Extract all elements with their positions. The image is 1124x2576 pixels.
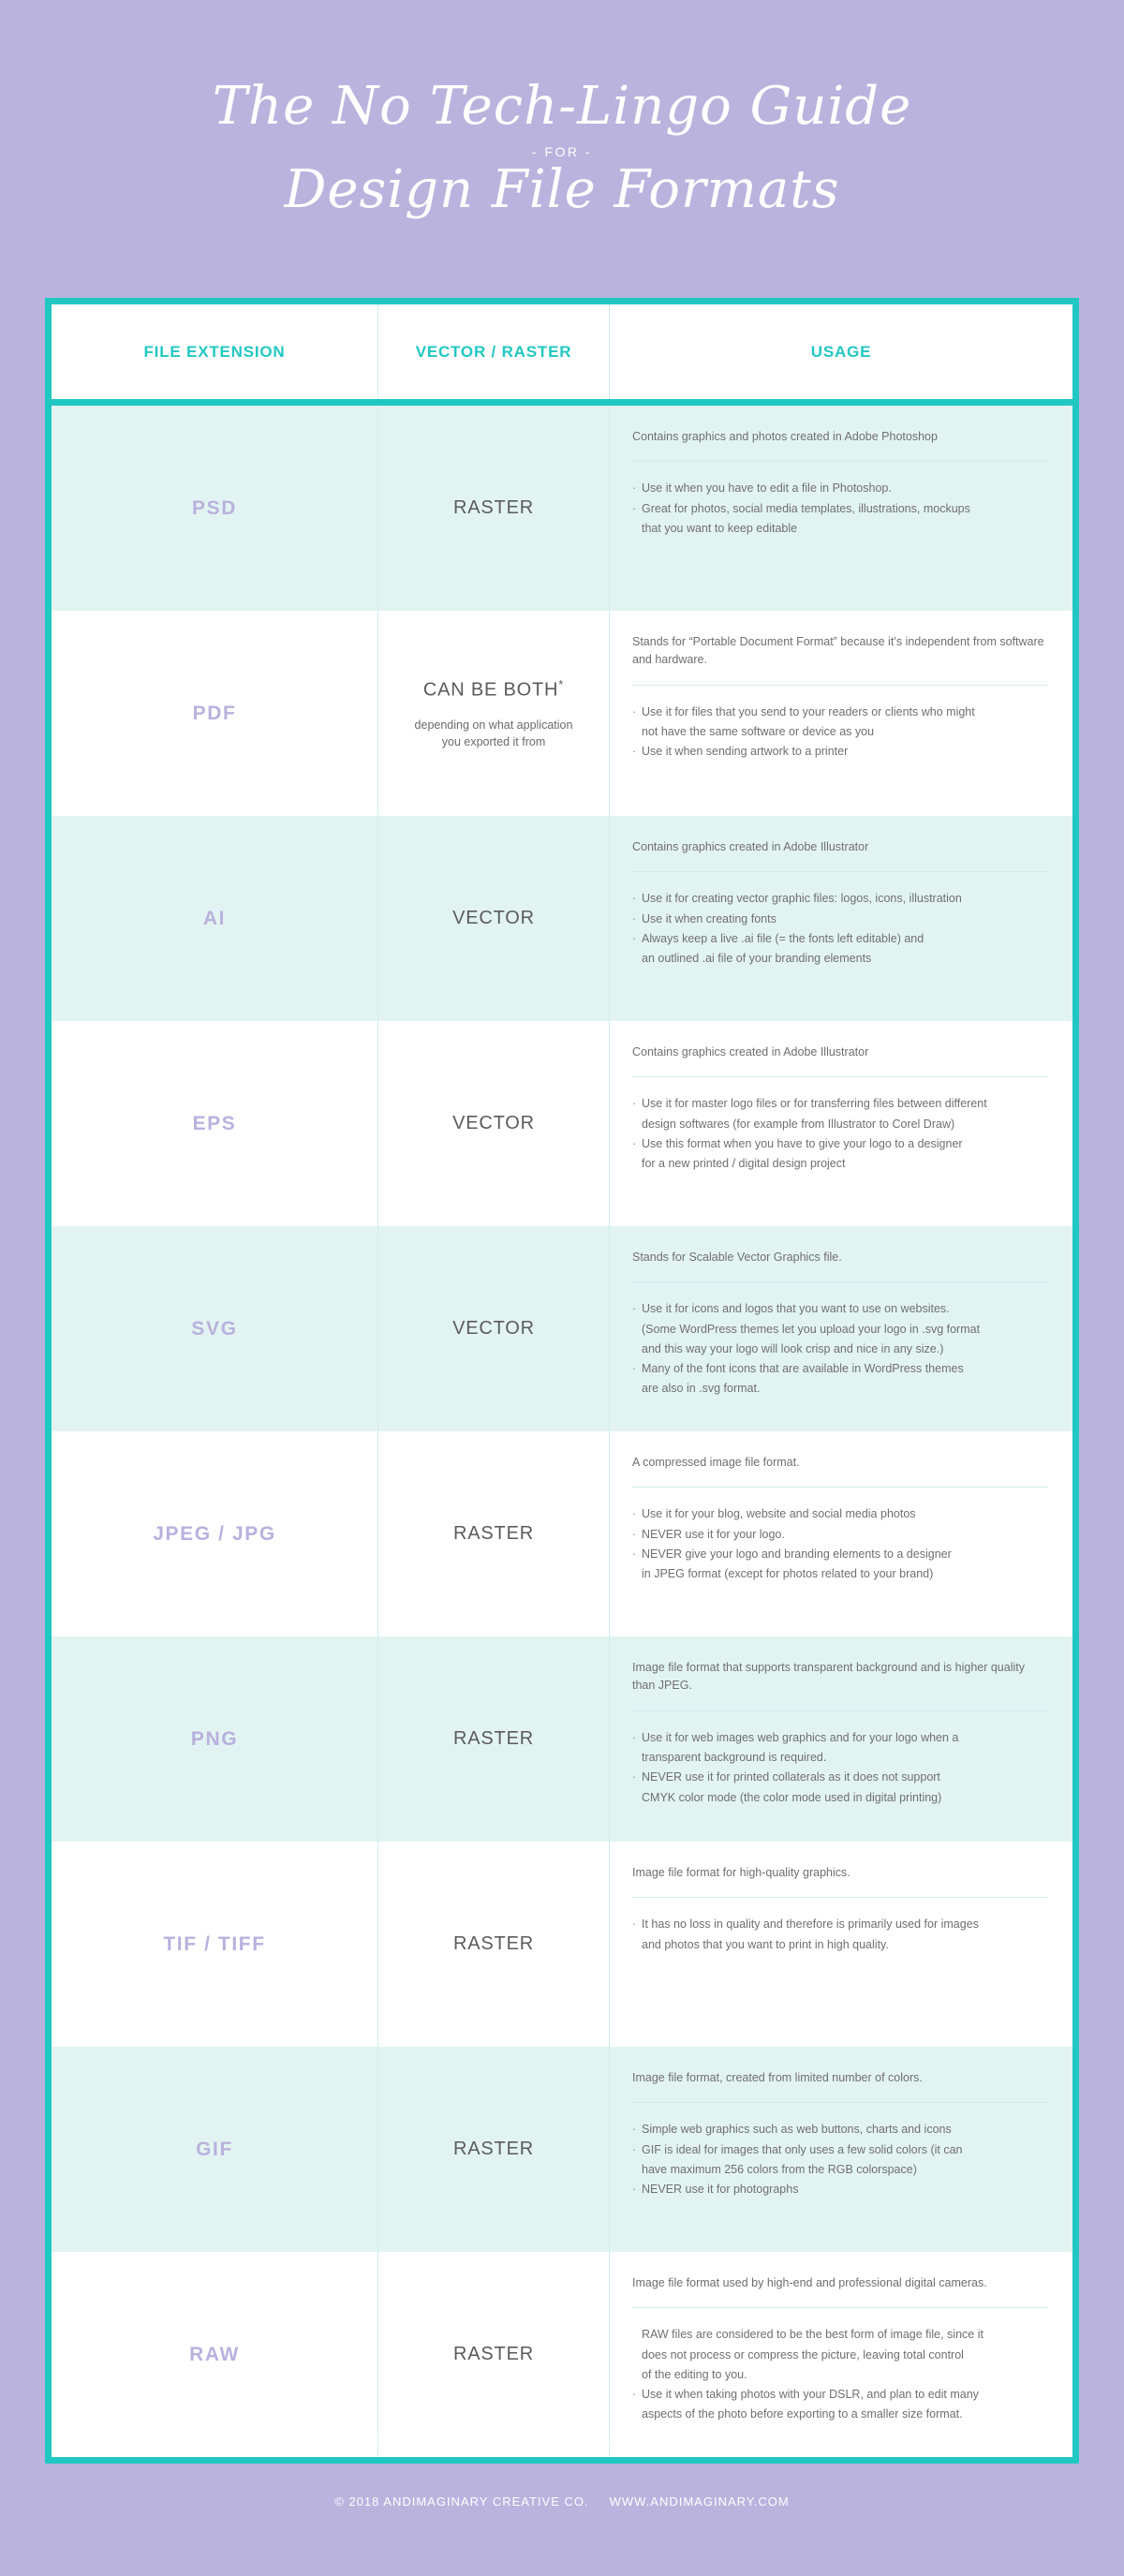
bullet-text: Use it for files that you send to your readers or clients who might xyxy=(642,704,975,718)
bullet-marker: · xyxy=(632,2183,637,2197)
vector-raster-text: RASTER xyxy=(453,1728,534,1749)
bullet-text: are also in .svg format. xyxy=(642,1382,761,1396)
usage-bullet-item xyxy=(632,1299,1048,1318)
usage-divider xyxy=(632,1710,1048,1711)
cell-file-extension xyxy=(52,2047,377,2252)
usage-bullet-item xyxy=(632,2160,1048,2179)
bullet-text: Use it when creating fonts xyxy=(642,911,776,925)
usage-bullet-item xyxy=(632,1154,1048,1173)
cell-file-extension xyxy=(52,611,377,816)
bullet-text: Use it when sending artwork to a printer xyxy=(642,745,849,759)
table-header-row xyxy=(52,304,1072,406)
usage-bullet-item xyxy=(632,519,1048,538)
vector-raster-text: VECTOR xyxy=(452,1318,535,1339)
bullet-marker: · xyxy=(632,1527,637,1541)
bullet-marker: · xyxy=(632,1770,637,1784)
usage-bullet-item xyxy=(632,1115,1048,1133)
vector-raster-note: depending on what application you exported it from xyxy=(414,718,573,748)
cell-usage xyxy=(610,1431,1072,1636)
usage-bullet-item xyxy=(632,722,1048,741)
bullet-text: It has no loss in quality and therefore is primarily used for images xyxy=(642,1917,979,1932)
usage-bullet-item xyxy=(632,1768,1048,1786)
usage-bullet-item xyxy=(632,910,1048,928)
usage-bullet-item xyxy=(632,1915,1048,1933)
usage-divider xyxy=(632,2307,1048,2308)
cell-file-extension xyxy=(52,1021,377,1226)
bullet-text: for a new printed / digital design project xyxy=(642,1157,846,1171)
bullet-text: of the editing to you. xyxy=(642,2367,747,2381)
usage-bullet-list xyxy=(632,2120,1048,2199)
bullet-marker: · xyxy=(632,2142,637,2156)
vector-raster-value xyxy=(452,906,535,931)
table-row xyxy=(52,1226,1072,1431)
usage-bullet-item xyxy=(632,2140,1048,2159)
usage-bullet-list xyxy=(632,1094,1048,1174)
bullet-text: NEVER give your logo and branding elements to a designer xyxy=(642,1547,952,1561)
vector-raster-value xyxy=(452,1111,535,1136)
vector-raster-value xyxy=(453,1726,534,1752)
usage-bullet-item xyxy=(632,929,1048,948)
bullet-text: Great for photos, social media templates, illustrations, mockups xyxy=(642,501,970,515)
bullet-text: Use it when taking photos with your DSLR, and plan to edit many xyxy=(642,2388,979,2402)
bullet-text: Use it for master logo files or for transferring files between different xyxy=(642,1097,987,1111)
page-title-secondary: Design File Formats xyxy=(284,159,840,220)
left-margin-band xyxy=(0,298,45,2370)
usage-divider xyxy=(632,1487,1048,1488)
bullet-text: (Some WordPress themes let you upload your logo in .svg format xyxy=(642,1322,981,1336)
vector-raster-text: CAN BE BOTH xyxy=(422,679,559,701)
bullet-text: Use it for your blog, website and social media photos xyxy=(642,1507,916,1521)
cell-usage xyxy=(610,2047,1072,2252)
vector-raster-value xyxy=(452,1316,535,1341)
page-title-connector: - FOR - xyxy=(531,144,593,159)
footnote-text: A PDF is generally a vector file. However, depending how a PDF is originally created, it can be either a vector or a raster file. xyxy=(211,2435,917,2450)
usage-bullet-item xyxy=(632,949,1048,968)
vector-raster-value xyxy=(423,676,564,703)
bullet-marker: · xyxy=(632,2388,637,2402)
cell-vector-raster xyxy=(377,1021,610,1226)
usage-bullet-item xyxy=(632,2180,1048,2198)
bullet-text: Use it for web images web graphics and for your logo when a xyxy=(642,1730,959,1744)
usage-bullet-item xyxy=(632,1748,1048,1767)
cell-usage xyxy=(610,1021,1072,1226)
column-header-file-extension: FILE EXTENSION xyxy=(143,342,286,361)
usage-bullet-item xyxy=(632,1379,1048,1398)
vector-raster-asterisk: * xyxy=(558,677,565,692)
usage-description: Image file format, created from limited number of colors. xyxy=(632,2071,923,2084)
usage-bullet-item xyxy=(632,479,1048,497)
file-extension-label: RAW xyxy=(189,2343,240,2365)
bullet-marker: · xyxy=(632,1302,637,1316)
file-extension-label: PDF xyxy=(192,702,237,724)
bullet-marker: · xyxy=(632,704,637,718)
cell-usage xyxy=(610,816,1072,1021)
bullet-text: not have the same software or device as you xyxy=(642,725,875,738)
bullet-marker: · xyxy=(632,1917,637,1932)
bullet-text: Use it when you have to edit a file in Photoshop. xyxy=(642,481,892,496)
file-extension-label: TIF / TIFF xyxy=(163,1932,266,1955)
table-body xyxy=(52,406,1072,2457)
usage-bullet-item xyxy=(632,2325,1048,2344)
bullet-text: transparent background is required. xyxy=(642,1751,827,1764)
usage-bullet-item xyxy=(632,2405,1048,2423)
usage-bullet-item xyxy=(632,1935,1048,1954)
usage-description: Image file format used by high-end and professional digital cameras. xyxy=(632,2276,987,2289)
bullet-marker: · xyxy=(632,1097,637,1111)
cell-usage xyxy=(610,1842,1072,2047)
bullet-marker: · xyxy=(632,931,637,945)
bullet-text: RAW files are considered to be the best form of image file, since it xyxy=(642,2328,984,2342)
cell-usage xyxy=(610,611,1072,816)
bullet-text: does not process or compress the picture, leaving total control xyxy=(642,2347,964,2361)
bullet-marker: · xyxy=(632,911,637,925)
cell-vector-raster xyxy=(377,1226,610,1431)
usage-bullet-list xyxy=(632,1728,1048,1808)
cell-usage xyxy=(610,1636,1072,1842)
usage-bullet-item xyxy=(632,742,1048,761)
table-row xyxy=(52,406,1072,611)
table-row xyxy=(52,1431,1072,1636)
bullet-text: NEVER use it for printed collaterals as it does not support xyxy=(642,1770,940,1784)
usage-bullet-item xyxy=(632,1094,1048,1113)
usage-divider xyxy=(632,685,1048,686)
usage-description: Image file format that supports transparent background and is higher quality than JPEG. xyxy=(632,1661,1025,1693)
cell-usage xyxy=(610,2252,1072,2457)
usage-bullet-item xyxy=(632,499,1048,518)
bullet-marker: · xyxy=(632,1136,637,1150)
cell-vector-raster xyxy=(377,406,610,611)
bullet-marker: · xyxy=(632,501,637,515)
bullet-marker: · xyxy=(632,1547,637,1561)
usage-bullet-item xyxy=(632,1340,1048,1358)
page-title-primary: The No Tech-Lingo Guide xyxy=(212,76,912,138)
bullet-text: and this way your logo will look crisp and nice in any size.) xyxy=(642,1341,944,1355)
bullet-text: Use it for icons and logos that you want to use on websites. xyxy=(642,1302,950,1316)
vector-raster-text: VECTOR xyxy=(452,1113,535,1133)
cell-usage xyxy=(610,406,1072,611)
usage-bullet-item xyxy=(632,1545,1048,1563)
bullet-marker: · xyxy=(632,892,637,906)
bullet-text: that you want to keep editable xyxy=(642,521,798,535)
usage-divider xyxy=(632,2102,1048,2103)
cell-file-extension xyxy=(52,1226,377,1431)
usage-divider xyxy=(632,1281,1048,1282)
usage-bullet-item xyxy=(632,889,1048,908)
usage-bullet-list xyxy=(632,703,1048,762)
file-extension-label: GIF xyxy=(196,2138,233,2160)
bullet-text: Use this format when you have to give your logo to a designer xyxy=(642,1136,963,1150)
usage-bullet-list xyxy=(632,2325,1048,2424)
cell-file-extension xyxy=(52,406,377,611)
bullet-marker: · xyxy=(632,745,637,759)
table-row xyxy=(52,1021,1072,1226)
page-footer xyxy=(0,2432,1124,2509)
bullet-text: in JPEG format (except for photos related to your brand) xyxy=(642,1567,934,1581)
usage-bullet-list xyxy=(632,1915,1048,1955)
table-row xyxy=(52,1842,1072,2047)
vector-raster-text: RASTER xyxy=(453,1523,534,1544)
cell-file-extension xyxy=(52,1636,377,1842)
cell-vector-raster xyxy=(377,2047,610,2252)
usage-description: Contains graphics created in Adobe Illustrator xyxy=(632,1045,869,1059)
usage-bullet-item xyxy=(632,2365,1048,2384)
usage-divider xyxy=(632,461,1048,462)
table-row xyxy=(52,2252,1072,2457)
usage-bullet-list xyxy=(632,1299,1048,1399)
cell-vector-raster xyxy=(377,1431,610,1636)
usage-bullet-item xyxy=(632,703,1048,721)
usage-description: Stands for “Portable Document Format” because it’s independent from software and hardware. xyxy=(632,635,1044,667)
vector-raster-text: VECTOR xyxy=(452,908,535,928)
usage-bullet-item xyxy=(632,1525,1048,1544)
bullet-text: an outlined .ai file of your branding elements xyxy=(642,952,872,966)
website-link[interactable]: WWW.ANDIMAGINARY.COM xyxy=(609,2494,790,2509)
cell-file-extension xyxy=(52,1431,377,1636)
cell-file-extension xyxy=(52,2252,377,2457)
right-margin-band xyxy=(1079,298,1124,2370)
bullet-text: NEVER use it for photographs xyxy=(642,2183,799,2197)
bullet-marker: · xyxy=(632,1362,637,1376)
vector-raster-text: RASTER xyxy=(453,2139,534,2159)
column-header-usage: USAGE xyxy=(810,342,872,361)
bullet-text: design softwares (for example from Illustrator to Corel Draw) xyxy=(642,1117,955,1131)
usage-divider xyxy=(632,1076,1048,1077)
usage-bullet-item xyxy=(632,1320,1048,1339)
usage-bullet-list xyxy=(632,479,1048,539)
vector-raster-value xyxy=(453,2342,534,2367)
vector-raster-text: RASTER xyxy=(453,497,534,518)
vector-raster-value xyxy=(453,1521,534,1547)
usage-bullet-item xyxy=(632,1134,1048,1153)
vector-raster-value xyxy=(453,496,534,521)
cell-vector-raster xyxy=(377,2252,610,2457)
usage-bullet-item xyxy=(632,2385,1048,2404)
file-extension-label: PNG xyxy=(190,1727,239,1750)
file-formats-table xyxy=(45,298,1079,2464)
usage-bullet-item xyxy=(632,1788,1048,1807)
copyright-text: © 2018 ANDIMAGINARY CREATIVE CO. xyxy=(334,2494,589,2509)
cell-file-extension xyxy=(52,1842,377,2047)
cell-vector-raster xyxy=(377,1636,610,1842)
usage-description: Contains graphics created in Adobe Illustrator xyxy=(632,840,869,853)
usage-bullet-item xyxy=(632,1564,1048,1583)
file-extension-label: SVG xyxy=(191,1317,238,1340)
table-row xyxy=(52,611,1072,816)
bullet-text: GIF is ideal for images that only uses a few solid colors (it can xyxy=(642,2142,963,2156)
usage-bullet-item xyxy=(632,2120,1048,2139)
cell-usage xyxy=(610,1226,1072,1431)
usage-bullet-item xyxy=(632,2346,1048,2364)
file-extension-label: AI xyxy=(202,907,227,929)
usage-description: A compressed image file format. xyxy=(632,1456,800,1469)
usage-description: Contains graphics and photos created in Adobe Photoshop xyxy=(632,430,938,443)
file-extension-label: EPS xyxy=(192,1112,237,1134)
cell-vector-raster xyxy=(377,816,610,1021)
usage-divider xyxy=(632,871,1048,872)
bullet-text: Simple web graphics such as web buttons, charts and icons xyxy=(642,2123,952,2137)
vector-raster-value xyxy=(453,1932,534,1957)
page-header xyxy=(0,0,1124,298)
file-extension-label: JPEG / JPG xyxy=(153,1522,276,1545)
file-extension-label: PSD xyxy=(192,496,237,519)
footnote-asterisk: * xyxy=(207,2434,212,2444)
bullet-marker: · xyxy=(632,1730,637,1744)
bullet-marker: · xyxy=(632,481,637,496)
bullet-text: aspects of the photo before exporting to a smaller size format. xyxy=(642,2407,963,2421)
bullet-marker: · xyxy=(632,1507,637,1521)
bullet-text: and photos that you want to print in high quality. xyxy=(642,1937,889,1951)
cell-vector-raster xyxy=(377,1842,610,2047)
table-row xyxy=(52,2047,1072,2252)
usage-bullet-item xyxy=(632,1359,1048,1378)
table-row xyxy=(52,816,1072,1021)
bullet-text: Use it for creating vector graphic files: logos, icons, illustration xyxy=(642,892,962,906)
usage-bullet-list xyxy=(632,1504,1048,1584)
bullet-text: Many of the font icons that are available in WordPress themes xyxy=(642,1362,964,1376)
bullet-text: have maximum 256 colors from the RGB colorspace) xyxy=(642,2162,917,2176)
bullet-text: Always keep a live .ai file (= the fonts left editable) and xyxy=(642,931,924,945)
cell-vector-raster xyxy=(377,611,610,816)
footnote xyxy=(0,2432,1124,2451)
usage-bullet-item xyxy=(632,1728,1048,1747)
vector-raster-value xyxy=(453,2137,534,2162)
table-row xyxy=(52,1636,1072,1842)
bullet-text: NEVER use it for your logo. xyxy=(642,1527,785,1541)
footer-credit xyxy=(0,2495,1124,2509)
usage-divider xyxy=(632,1897,1048,1898)
usage-bullet-list xyxy=(632,889,1048,969)
vector-raster-text: RASTER xyxy=(453,1933,534,1954)
usage-description: Stands for Scalable Vector Graphics file. xyxy=(632,1251,842,1264)
vector-raster-text: RASTER xyxy=(453,2344,534,2364)
cell-file-extension xyxy=(52,816,377,1021)
bullet-marker: · xyxy=(632,2123,637,2137)
bullet-text: CMYK color mode (the color mode used in digital printing) xyxy=(642,1790,942,1804)
column-header-vector-raster: VECTOR / RASTER xyxy=(377,304,610,399)
usage-bullet-item xyxy=(632,1504,1048,1523)
usage-description: Image file format for high-quality graphics. xyxy=(632,1866,850,1879)
